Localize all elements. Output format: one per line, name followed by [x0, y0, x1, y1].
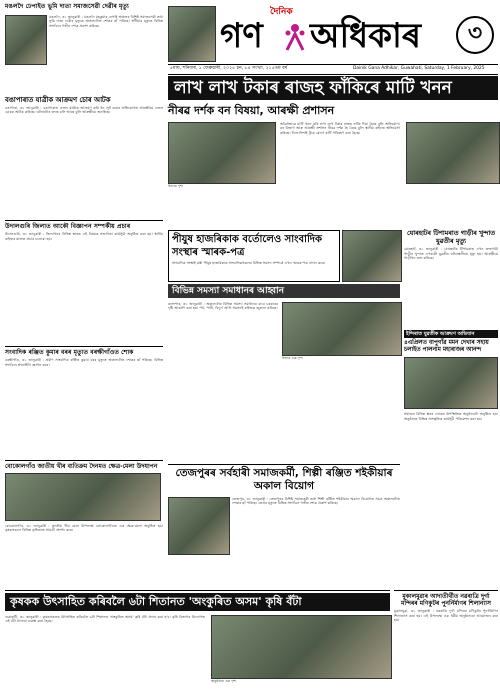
right-body-2: সমাজৰ বিভিন্ন স্তৰৰ লোকৰ উপস্থিতিত অনুষ্ঠানটো অনুষ্ঠিত হয়। অনুষ্ঠানত বিভিন্ন সাংস্কৃতিক কাৰ্যসূচী পৰিৱেশন কৰা হয়।: [404, 412, 498, 421]
tezpur-headline: তেজপুৰৰ সৰ্বহাৰী সমাজকৰ্মী, শিল্পী ৰঞ্জিত শইকীয়াৰ অকাল বিয়োগ: [175, 467, 393, 492]
lead-story: [168, 76, 498, 226]
tezpur-photo: [168, 497, 230, 555]
lead-caption: খননৰ দৃশ্য: [168, 184, 183, 188]
left-story-3-headline: সংবাদিক ৰঞ্জিত কুমাৰ বৰৰ মৃত্যুত বৰক্ষীগাঁওত শোক: [5, 349, 134, 356]
right-column: [404, 230, 498, 590]
lead-photo: [168, 122, 276, 184]
left-story-4-body: বোকোলগাঁও, ৩১ জানুৱাৰী : জাতীয় খীৰ মেলা উপলক্ষে বোকোলগাঁওত এক ক্ষেত্ৰ-মেলা অনুষ্ঠিত হয়। কৃষকসকলে বিভিন্ন কৃষিজাত সামগ্ৰী প্ৰদৰ্শন কৰে।: [5, 524, 163, 533]
dateline-bar: [168, 64, 498, 75]
bottom-headline: কৃষকক উৎসাহিত কৰিবলৈ ৬টা শিতানত 'অংকুৰিত অসম' কৃষি বঁটা: [5, 593, 390, 611]
lead-body: অৱৈধভাৱে মাটি খনন কৰি লাখ লাখ টকাৰ ৰাজহ ফাঁকি দিয়া হৈছে বুলি অভিযোগ। বন বিভাগ আৰু আৰক্ষী প্ৰশাসন নীৰৱ দৰ্শক হৈ ৰৈছে বুলি স্থানীয় ৰাইজে অভিযোগ কৰিছে। দিনে-নিশাই ট্ৰাক যোগে মাটি পৰিবহণ কৰা হৈছে।: [280, 122, 400, 135]
left-story-1-body: বঙাপাৰা, ৩১ জানুৱাৰী : বঙাপাৰাত এজন যাত্ৰীক আক্ৰমণ কৰি ধন লুট কৰাৰ অভিযোগত আৰক্ষীয়ে এজন চোৰক আটক কৰিছে। ঘটনাটোৰ তদন্ত চলি আছে বুলি আৰক্ষীয়ে জনাইছে।: [5, 106, 163, 115]
problems-caption: সভাৰ এক দৃশ্য: [282, 356, 303, 360]
problems-headline: বিভিন্ন সমস্যা সমাধানৰ আহ্বান: [168, 284, 400, 298]
bottom-right-body: মুকালমুৱা, ৩১ জানুৱাৰী : নৱৰাত্ৰি দুৰ্গা মন্দিৰৰ মণিকুটৰ পুনৰ্নিৰ্মাণৰ শিলান্যাস কৰা হয়। এই উপলক্ষে এক ধৰ্মীয় অনুষ্ঠানৰো আয়োজন কৰা হয়।: [394, 609, 498, 623]
right-banner: ইন্দিৰাত যুৱতীক আক্ৰমণ অভিযান: [404, 330, 498, 338]
dateline-english: Dainik Gana Adhikar, Guwahati, Saturday, 1 February, 2025: [353, 66, 485, 71]
page-number: ৩: [467, 21, 483, 46]
bottom-right-headline: মুকালমুৱাৰ আদাতীৰ্থীত নৱৰাত্ৰি দুৰ্গা মন্দিৰৰ মণিকুটৰ পুনৰ্নিৰ্মাণৰ শিলান্যাস: [401, 593, 491, 608]
dateline-assamese: ৫মাঘ, শনিবাৰ, ১ ফেব্ৰুৱাৰী, ২০২৫ চন, ৮৪ সংখ্যা, ২১৫তম বৰ্ষ: [170, 66, 288, 71]
piyush-story: [168, 230, 340, 282]
left-story-1-headline: বঙাপাৰাত যাত্ৰীক আক্ৰমণ চোৰ আটক: [5, 96, 111, 104]
tezpur-story: [168, 464, 400, 585]
masthead-prefix: দৈনিক: [270, 7, 293, 17]
lead-side-photo: [406, 122, 500, 184]
left-story-4-headline: বোকোলগাঁও জাতীয় খীৰ ব্যতিক্ৰম দৈনমত ক্ষেত্ৰ-মেলা উদযাপন: [5, 463, 158, 470]
left-story-2: [5, 220, 163, 343]
left-story-2-body: উদালগুৰি, ৩১ জানুৱাৰী : জিলাখনৰ বিভিন্ন স্থানত এই বিষয়ক সজাগতা কাৰ্যসূচী অনুষ্ঠিত কৰা হয়। স্থানীয় ৰাইজৰ মাজত প্ৰচাৰ চলোৱা হয়।: [5, 232, 163, 241]
bottom-photo: [211, 615, 392, 679]
masthead-photo: [168, 6, 216, 62]
piyush-body: সাংবাদিক সংস্থাই মন্ত্ৰী পীযুষ হাজৰিকাক সাংবাদিকসকলৰ বিভিন্ন সমস্যা সম্পৰ্কে এখন স্মাৰক-পত্ৰ প্ৰদান কৰে।: [172, 261, 326, 265]
left-column: [5, 96, 163, 656]
page-number-badge: [456, 16, 494, 54]
left-story-1: [5, 96, 163, 216]
masthead-logo-icon: [284, 22, 306, 52]
top-left-body: মঙলদৈ, ৩১ জানুৱাৰী : মঙলদৈ মহকুমাৰ ঢেপাই অঞ্চলৰ বিশিষ্ট সমাজসেৱী তথা ভুমি দাতা দেৱীৰ মৃত্যুত অঞ্চলটোত শোকৰ ছাঁ পৰিছে। স্বৰ্গীয়াৰ মৃত্যুত বিভিন্ন সংগঠনে গভীৰ শোক প্ৰকাশ কৰিছে।: [49, 15, 163, 28]
bottom-body: গুৱাহাটী, ৩১ জানুৱাৰী : কৃষকসকলক উৎসাহিত কৰিবলৈ ৬টা শিতানত 'অংকুৰিত অসম' কৃষি বঁটা প্ৰদান কৰা হ'ব। কৃষি বিভাগৰ উদ্যোগত এই বঁটা প্ৰদানৰ ব্যৱস্থা কৰা হৈছে।: [5, 615, 205, 624]
left-story-4-photo: [5, 473, 161, 521]
tezpur-body: তেজপুৰ, ৩১ জানুৱাৰী : তেজপুৰৰ বিশিষ্ট সমাজকৰ্মী তথা শিল্পী ৰঞ্জিত শইকীয়াৰ অকাল বিয়োগত সমগ্ৰ অঞ্চলটোত শোকৰ ছাঁ পৰিছে। তেওঁৰ মৃত্যুত বিভিন্ন সংগঠনে গভীৰ শোক প্ৰকাশ কৰিছে।: [232, 497, 400, 506]
problems-photo: [282, 302, 402, 356]
lead-subhead: নীৰৱ দৰ্শক বন বিষয়া, আৰক্ষী প্ৰশাসন: [168, 104, 335, 117]
problems-story: [168, 284, 400, 460]
top-left-headline: মঙলদৈ ঢেপাইত ভুমি দাতা সমাজসেৱী দেৱীৰ মৃত্যু: [5, 3, 129, 10]
piyush-headline: পীযুষ হাজৰিকাক বৰ্তোলেও সাংবাদিক সংস্থাৰ স্মাৰক-পত্ৰ: [172, 234, 323, 258]
top-left-photo: [5, 15, 47, 65]
right-body-1: যোৰহাট, ৩১ জানুৱাৰী : যোৰহাটৰ টিপামৰাত এখন দ্ৰুতগামী গাড়ীৰ খুন্দাত এগৰাকী যুৱতীৰ ঘটনাস্থলীতে মৃত্যু হয়। আৰক্ষীয়ে গাড়ীখন জব্দ কৰিছে।: [404, 247, 498, 260]
problems-body: কলংপাৰ, ৩১ জানুৱাৰী : অঞ্চলটোৰ বিভিন্ন সমস্যা সমাধানৰ বাবে চৰকাৰৰ দৃষ্টি আকৰ্ষণ কৰা হয়। পথ, পানী, বিদ্যুৎ আদি সমস্যাই ৰাইজক জুৰুলা কৰিছে।: [168, 302, 278, 311]
right-headline-1: যোৰহাটৰ টিপামৰাত গাড়ীৰ খুন্দাত যুৱতীৰ মৃত্যু: [407, 229, 495, 245]
lead-headline: লাখ লাখ টকাৰ ৰাজহ ফাঁকিৰে মাটি খনন: [168, 76, 498, 100]
piyush-photo: [342, 230, 402, 282]
bottom-right-story: [394, 590, 498, 697]
masthead-title-left: গণ: [220, 16, 263, 56]
top-left-story: [5, 3, 163, 93]
left-story-3: [5, 346, 163, 457]
bottom-story: [5, 590, 390, 697]
left-story-2-headline: উদালগুৰি জিলাত আকৌ বিজ্ঞাপন সম্পৰ্কীয় প্ৰচাৰ: [5, 223, 131, 230]
masthead-title-right: অধিকাৰ: [310, 16, 422, 56]
right-photo: [404, 357, 498, 409]
left-story-3-body: বৰক্ষীগাঁও, ৩১ জানুৱাৰী : প্ৰবীণ সাংবাদিক ৰঞ্জিত কুমাৰ বৰৰ মৃত্যুত অঞ্চলটোত শোকৰ ছাঁ পৰিছে। বিভিন্ন সংগঠনে শ্ৰদ্ধাঞ্জলি জ্ঞাপন কৰে।: [5, 358, 163, 367]
bottom-caption: অনুষ্ঠানৰ এক দৃশ্য: [211, 679, 237, 683]
right-headline-2: ৪এপ্ৰিলত বাপুগাঁৱ মমন দেখাৰ সহায় চলাইত পালনাম মহাৰাজৰ আনন্দ: [404, 340, 489, 354]
